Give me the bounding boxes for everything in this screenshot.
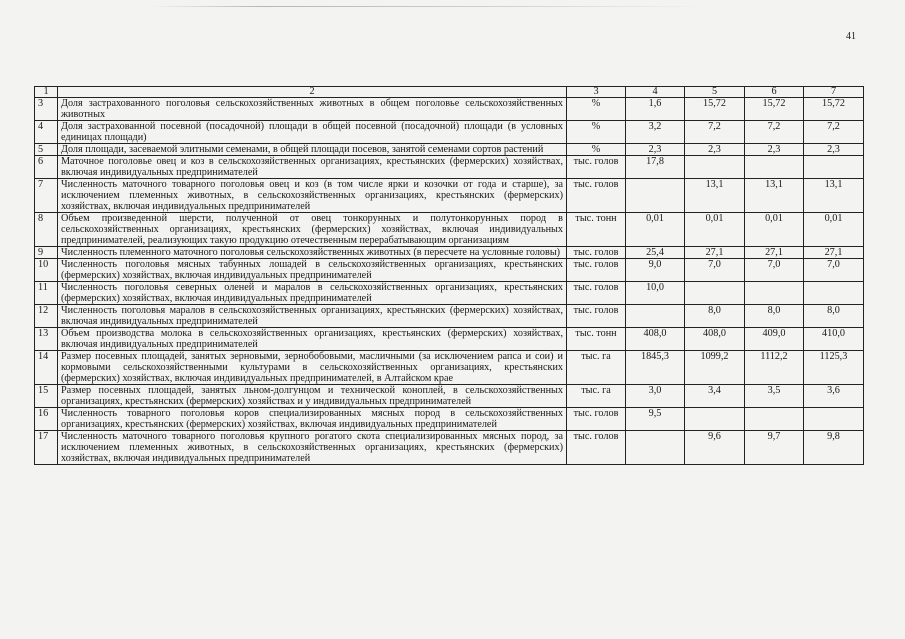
value-col-7 [804,408,864,431]
value-col-7: 410,0 [804,328,864,351]
value-col-4: 1,6 [626,98,685,121]
table-row [35,213,864,247]
value-col-6 [745,282,804,305]
value-col-6: 15,72 [745,98,804,121]
row-number: 6 [35,156,58,179]
indicator-name: Численность поголовья мясных табунных лошадей в сельскохозяйственных организациях, крестьянских (фермерских) хозяйствах, включая индивидуальных предпринимателей [58,259,567,282]
value-col-7: 9,8 [804,431,864,465]
value-col-4: 3,2 [626,121,685,144]
value-col-5 [685,408,745,431]
value-col-7: 15,72 [804,98,864,121]
value-col-7: 1125,3 [804,351,864,385]
value-col-7: 3,6 [804,385,864,408]
table-row [35,144,864,156]
row-number: 10 [35,259,58,282]
value-col-7 [804,156,864,179]
indicator-name: Численность маточного товарного поголовья крупного рогатого скота специализированных мясных пород, за исключением племенных животных, в сельскохозяйственных организациях, крестьянских (фермерских) хозяйствах, включая индивидуальных предпринимателей [58,431,567,465]
value-col-4 [626,431,685,465]
header-cell: 6 [745,87,804,98]
table-row [35,179,864,213]
unit-cell: % [567,98,626,121]
header-cell: 4 [626,87,685,98]
table-row [35,121,864,144]
row-number: 13 [35,328,58,351]
value-col-5: 1099,2 [685,351,745,385]
indicator-name: Размер посевных площадей, занятых зерновыми, зернобобовыми, масличными (за исключением рапса и сои) и кормовыми сельскохозяйственными культурами в сельскохозяйственных организациях, крестьянских (фермерских) хозяйствах, включая индивидуальных предпринимателей, в Алтайском крае [58,351,567,385]
indicator-name: Объем произведенной шерсти, полученной от овец тонкорунных и полутонкорунных пород в сельскохозяйственных организациях, крестьянских (фермерских) хозяйствах, включая индивидуальных предпринимателей, реализующих такую продукцию отечественным перерабатывающим организациям [58,213,567,247]
unit-cell: тыс. тонн [567,328,626,351]
value-col-4: 17,8 [626,156,685,179]
indicator-name: Численность товарного поголовья коров специализированных мясных пород в сельскохозяйственных организациях, крестьянских (фермерских) хозяйствах, включая индивидуальных предпринимателей [58,408,567,431]
indicator-name: Размер посевных площадей, занятых льном-долгунцом и технической коноплей, в сельскохозяйственных организациях, крестьянских (фермерских) хозяйствах и у индивидуальных предпринимателей [58,385,567,408]
unit-cell: тыс. голов [567,156,626,179]
header-cell: 1 [35,87,58,98]
value-col-4: 25,4 [626,247,685,259]
value-col-6: 8,0 [745,305,804,328]
scan-artifact-line [150,6,710,7]
value-col-5 [685,156,745,179]
value-col-4: 408,0 [626,328,685,351]
value-col-4: 3,0 [626,385,685,408]
value-col-4 [626,305,685,328]
indicator-name: Численность маточного товарного поголовья овец и коз (в том числе ярки и козочки от года и старше), за исключением племенных животных, в сельскохозяйственных организациях, крестьянских (фермерских) хозяйствах, включая индивидуальных предпринимателей [58,179,567,213]
table-body [35,87,864,465]
value-col-4: 1845,3 [626,351,685,385]
value-col-5: 3,4 [685,385,745,408]
unit-cell: тыс. га [567,385,626,408]
value-col-5 [685,282,745,305]
row-number: 16 [35,408,58,431]
indicator-name: Численность поголовья северных оленей и маралов в сельскохозяйственных организациях, крестьянских (фермерских) хозяйствах, включая индивидуальных предпринимателей [58,282,567,305]
value-col-7: 0,01 [804,213,864,247]
indicator-name: Доля застрахованной посевной (посадочной) площади в общей посевной (посадочной) площади (в условных единицах площади) [58,121,567,144]
row-number: 5 [35,144,58,156]
value-col-4: 10,0 [626,282,685,305]
value-col-5: 27,1 [685,247,745,259]
value-col-7: 13,1 [804,179,864,213]
value-col-6: 2,3 [745,144,804,156]
value-col-5: 2,3 [685,144,745,156]
value-col-7 [804,282,864,305]
unit-cell: тыс. голов [567,247,626,259]
table-row [35,328,864,351]
row-number: 9 [35,247,58,259]
value-col-5: 15,72 [685,98,745,121]
unit-cell: % [567,144,626,156]
value-col-7: 8,0 [804,305,864,328]
value-col-7: 7,0 [804,259,864,282]
row-number: 17 [35,431,58,465]
table-row [35,98,864,121]
table-row [35,408,864,431]
value-col-5: 9,6 [685,431,745,465]
row-number: 12 [35,305,58,328]
value-col-5: 408,0 [685,328,745,351]
value-col-6: 409,0 [745,328,804,351]
indicator-name: Объем производства молока в сельскохозяйственных организациях, крестьянских (фермерских) хозяйствах, включая индивидуальных предпринимателей [58,328,567,351]
value-col-6: 1112,2 [745,351,804,385]
value-col-7: 7,2 [804,121,864,144]
value-col-7: 2,3 [804,144,864,156]
row-number: 3 [35,98,58,121]
table-row [35,247,864,259]
page-number: 41 [846,31,856,42]
indicators-table [34,86,864,465]
table-header-row [35,87,864,98]
indicator-name: Доля застрахованного поголовья сельскохозяйственных животных в общем поголовье сельскохозяйственных животных [58,98,567,121]
unit-cell: тыс. голов [567,305,626,328]
row-number: 15 [35,385,58,408]
unit-cell: тыс. тонн [567,213,626,247]
indicator-name: Численность поголовья маралов в сельскохозяйственных организациях, крестьянских (фермерских) хозяйствах, включая индивидуальных предпринимателей [58,305,567,328]
row-number: 14 [35,351,58,385]
value-col-6: 0,01 [745,213,804,247]
header-cell: 3 [567,87,626,98]
value-col-5: 13,1 [685,179,745,213]
unit-cell: тыс. голов [567,259,626,282]
header-cell: 5 [685,87,745,98]
value-col-6: 7,2 [745,121,804,144]
unit-cell: тыс. голов [567,179,626,213]
value-col-6: 27,1 [745,247,804,259]
table-row [35,156,864,179]
value-col-4: 9,5 [626,408,685,431]
unit-cell: тыс. голов [567,282,626,305]
value-col-6: 13,1 [745,179,804,213]
indicator-name: Маточное поголовье овец и коз в сельскохозяйственных организациях, крестьянских (фермерских) хозяйствах, включая индивидуальных предпринимателей [58,156,567,179]
value-col-4: 9,0 [626,259,685,282]
value-col-5: 8,0 [685,305,745,328]
row-number: 11 [35,282,58,305]
value-col-4: 2,3 [626,144,685,156]
table-row [35,305,864,328]
row-number: 4 [35,121,58,144]
table-row [35,385,864,408]
table-row [35,351,864,385]
unit-cell: % [567,121,626,144]
value-col-5: 7,0 [685,259,745,282]
indicator-name: Численность племенного маточного поголовья сельскохозяйственных животных (в пересчете на условные головы) [58,247,567,259]
table-row [35,282,864,305]
row-number: 7 [35,179,58,213]
value-col-7: 27,1 [804,247,864,259]
value-col-4: 0,01 [626,213,685,247]
value-col-6: 3,5 [745,385,804,408]
value-col-6 [745,408,804,431]
header-cell: 7 [804,87,864,98]
value-col-5: 0,01 [685,213,745,247]
value-col-6: 7,0 [745,259,804,282]
unit-cell: тыс. голов [567,431,626,465]
table-row [35,259,864,282]
unit-cell: тыс. голов [567,408,626,431]
indicator-name: Доля площади, засеваемой элитными семенами, в общей площади посевов, занятой семенами сортов растений [58,144,567,156]
header-cell: 2 [58,87,567,98]
table-row [35,431,864,465]
value-col-6 [745,156,804,179]
unit-cell: тыс. га [567,351,626,385]
value-col-6: 9,7 [745,431,804,465]
value-col-4 [626,179,685,213]
value-col-5: 7,2 [685,121,745,144]
row-number: 8 [35,213,58,247]
